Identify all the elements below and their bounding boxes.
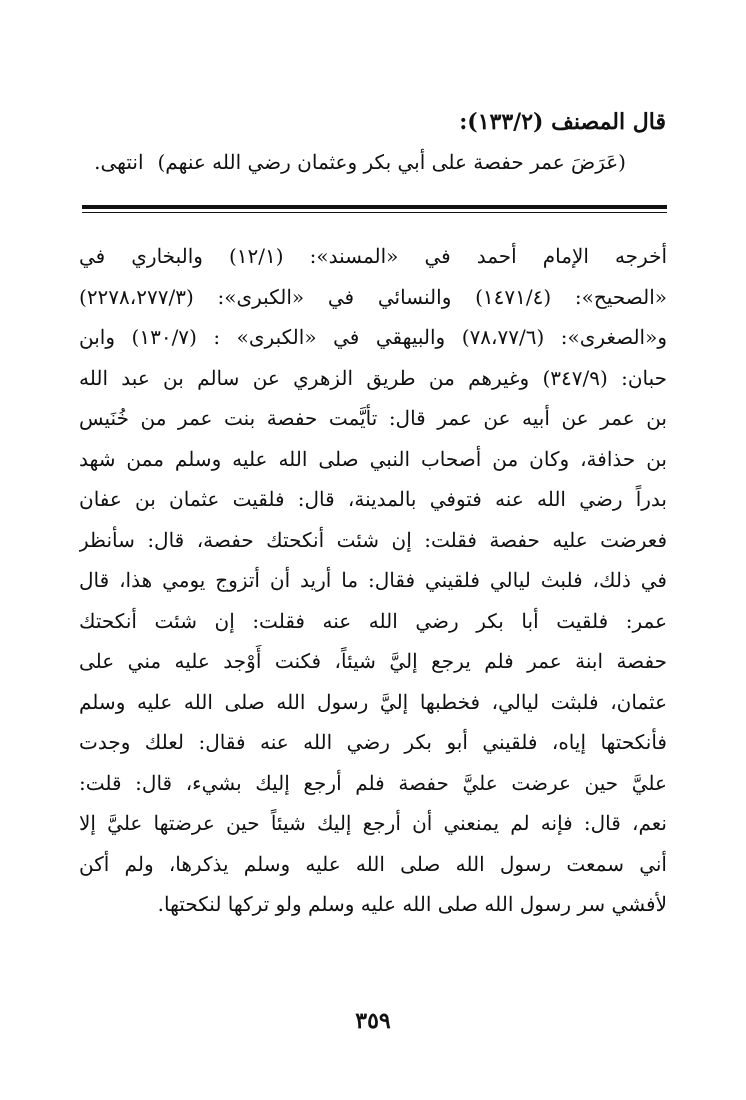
- text-line: و«الصغرى»: (٧٨،٧٧/٦) والبيهقي في «الكبرى» : (١٣٠/٧) وابن: [79, 325, 667, 349]
- text-line: عمر: فلقيت أبا بكر رضي الله عنه فقلت: إن شئت أنكحتك: [79, 608, 667, 633]
- section-heading: قال المصنف (١٣٣/٢):: [459, 109, 666, 135]
- text-line: نعم، قال: فإنه لم يمنعني أن أرجع إليك شيئاً حين عرضتها عليَّ إلا: [79, 811, 667, 835]
- commentary-paragraph: [79, 236, 667, 925]
- quoted-statement: [66, 146, 626, 178]
- text-line: بن حذافة، وكان من أصحاب النبي صلى الله عليه وسلم ممن شهد: [79, 446, 667, 471]
- text-line: فأنكحتها إياه، فلقيني أبو بكر رضي الله عنه فقال: لعلك وجدت: [79, 730, 667, 754]
- text-line: لأفشي سر رسول الله صلى الله عليه وسلم ولو تركها لنكحتها.: [157, 892, 667, 916]
- quoted-text: (عَرَضَ عمر حفصة على أبي بكر وعثمان رضي الله عنهم): [157, 150, 626, 174]
- separator-rule-thin: [82, 212, 667, 213]
- text-line: بن عمر عن أبيه عن عمر قال: تأيَّمت حفصة بنت عمر من خُنَيس: [79, 406, 667, 430]
- text-line: أني سمعت رسول الله صلى الله عليه وسلم يذكرها، ولم أكن: [79, 851, 667, 876]
- quote-end-marker: انتهى.: [94, 150, 144, 174]
- text-line: فعرضت عليه حفصة فقلت: إن شئت أنكحتك حفصة، قال: سأنظر: [79, 527, 667, 552]
- text-line: في ذلك، فلبث ليالي فلقيني فقال: ما أريد أن أتزوج يومي هذا، قال: [79, 568, 667, 592]
- text-line: حفصة ابنة عمر فلم يرجع إليَّ شيئاً، فكنت أَوْجد عليه مني على: [79, 649, 667, 673]
- page-number: ٣٥٩: [355, 1008, 391, 1034]
- text-line: حبان: (٣٤٧/٩) وغيرهم من طريق الزهري عن سالم بن عبد الله: [79, 365, 667, 390]
- text-line: أخرجه الإمام أحمد في «المسند»: (١٢/١) والبخاري في: [79, 244, 667, 268]
- text-line: عثمان، فلبثت ليالي، فخطبها إليَّ رسول الله صلى الله عليه وسلم: [79, 689, 667, 714]
- separator-rule-thick: [82, 205, 667, 209]
- text-line: بدراً رضي الله عنه فتوفي بالمدينة، قال: فلقيت عثمان بن عفان: [79, 487, 667, 511]
- text-line: «الصحيح»: (١٤٧١/٤) والنسائي في «الكبرى»: (٢٢٧٨،٢٧٧/٣): [79, 284, 667, 309]
- text-line: عليَّ حين عرضت عليَّ حفصة فلم أرجع إليك بشيء، قال: قلت:: [79, 770, 667, 795]
